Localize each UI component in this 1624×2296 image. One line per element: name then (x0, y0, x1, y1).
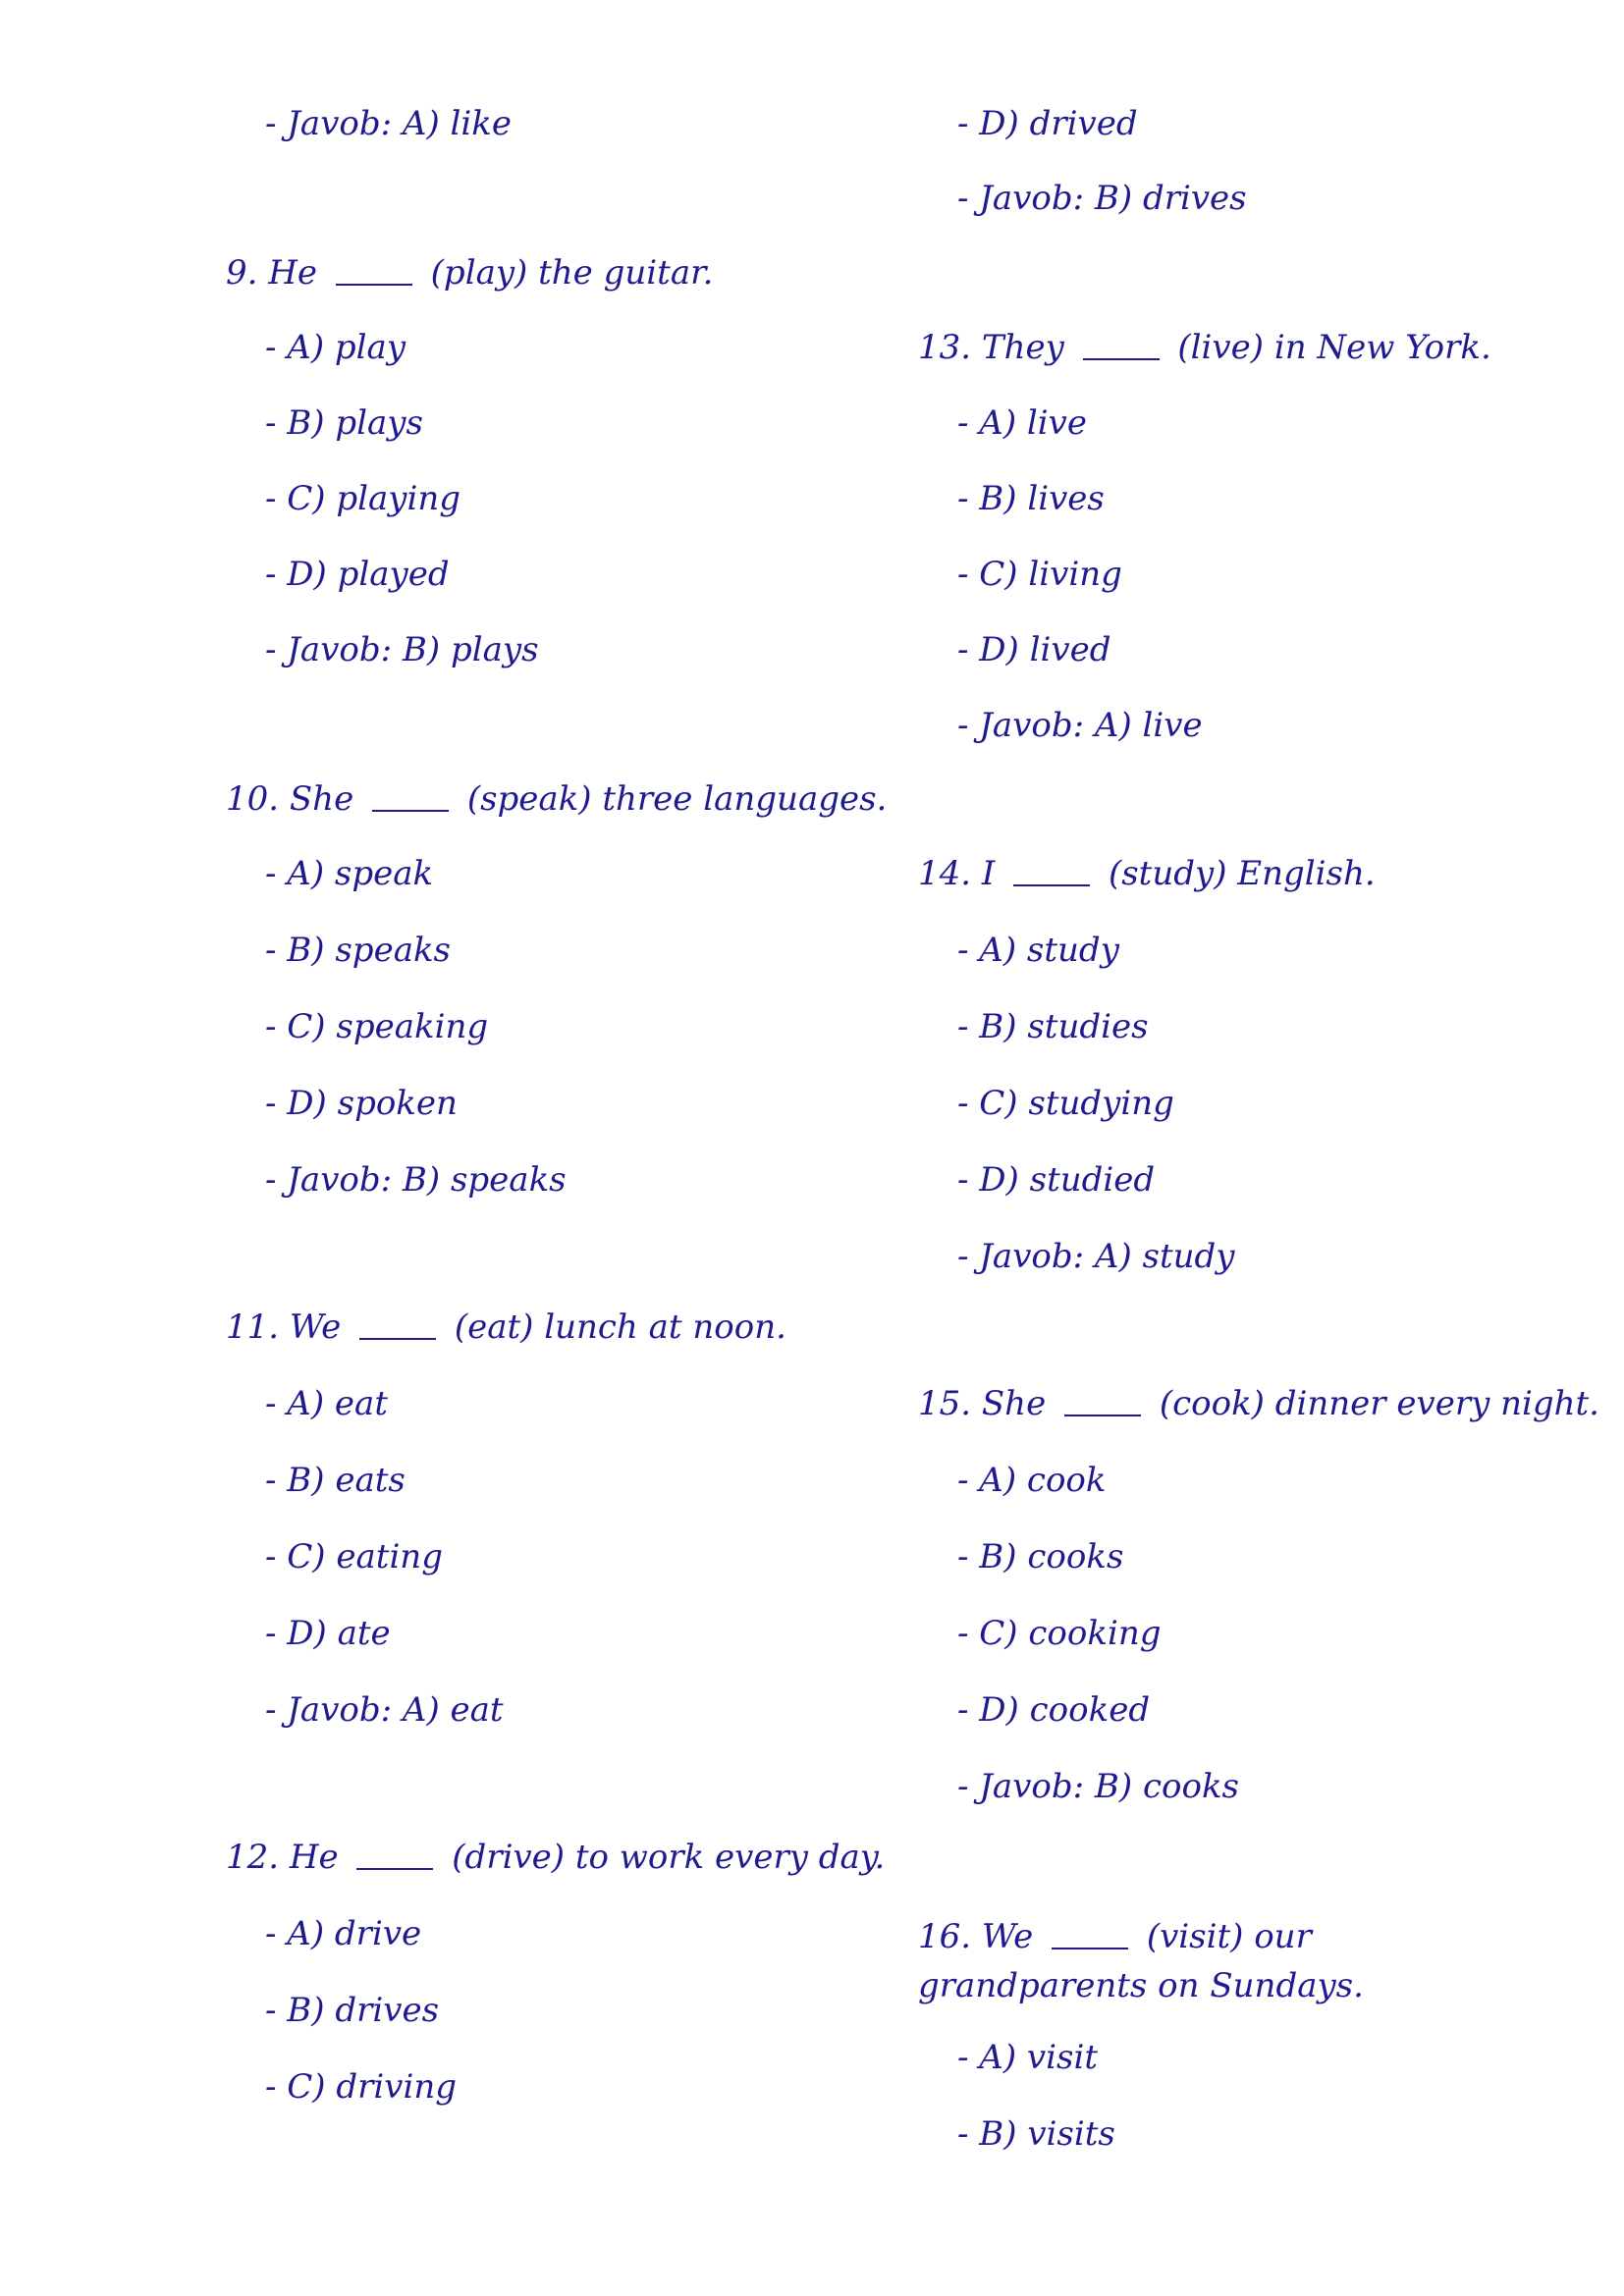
option-c: - C) speaking (265, 1007, 489, 1046)
option-b: - B) cooks (957, 1537, 1124, 1576)
option-c: - C) playing (265, 479, 461, 518)
answer-blank (356, 1868, 433, 1870)
question-15 (918, 1382, 1599, 1425)
option-b: - B) speaks (265, 931, 452, 970)
option-b: - B) visits (957, 2114, 1115, 2154)
option-d: - D) studied (957, 1160, 1156, 1200)
question-text: (speak) three languages. (466, 779, 888, 819)
question-number: 11. (226, 1308, 280, 1347)
answer-line: - Javob: A) like (265, 104, 512, 143)
option-d: - D) ate (265, 1614, 391, 1653)
question-number: 9. (226, 253, 258, 293)
option-b: - B) lives (957, 479, 1105, 518)
option-c: - C) living (957, 555, 1122, 594)
option-d: - D) played (265, 555, 450, 594)
question-text: (drive) to work every day. (452, 1838, 886, 1877)
option-a: - A) cook (957, 1461, 1107, 1500)
option-b: - B) eats (265, 1461, 406, 1500)
question-number: 16. (918, 1917, 972, 1956)
option-a: - A) study (957, 931, 1119, 970)
option-a: - A) speak (265, 854, 434, 893)
question-16 (918, 1912, 1468, 2010)
option-d: - D) spoken (265, 1084, 458, 1123)
answer-line: - Javob: B) plays (265, 630, 539, 669)
answer-blank (359, 1338, 436, 1340)
option-c: - C) cooking (957, 1614, 1162, 1653)
question-subject: He (268, 253, 318, 293)
answer-blank (336, 284, 412, 286)
answer-line: - Javob: B) speaks (265, 1160, 567, 1200)
answer-line: - Javob: A) live (957, 706, 1203, 745)
option-d: - D) drived (957, 104, 1138, 143)
question-subject: I (981, 854, 996, 893)
question-13 (918, 326, 1491, 369)
question-text: (visit) our grandparents on Sundays. (918, 1917, 1364, 2005)
question-text: (cook) dinner every night. (1159, 1384, 1599, 1423)
question-subject: He (289, 1838, 339, 1877)
question-number: 14. (918, 854, 972, 893)
option-c: - C) eating (265, 1537, 443, 1576)
option-b: - B) plays (265, 403, 423, 443)
question-subject: She (289, 779, 354, 819)
question-10 (226, 777, 887, 821)
option-a: - A) eat (265, 1384, 388, 1423)
answer-line: - Javob: A) eat (265, 1690, 504, 1730)
answer-line: - Javob: A) study (957, 1237, 1235, 1276)
answer-blank (1064, 1415, 1141, 1416)
question-text: (eat) lunch at noon. (454, 1308, 786, 1347)
answer-line: - Javob: B) cooks (957, 1767, 1239, 1806)
question-subject: She (981, 1384, 1047, 1423)
answer-line: - Javob: B) drives (957, 179, 1247, 218)
question-subject: We (289, 1308, 342, 1347)
question-number: 15. (918, 1384, 972, 1423)
answer-blank (1013, 884, 1090, 886)
question-subject: They (981, 328, 1064, 367)
question-number: 12. (226, 1838, 280, 1877)
question-number: 10. (226, 779, 280, 819)
question-text: (play) the guitar. (430, 253, 714, 293)
option-b: - B) drives (265, 1991, 440, 2030)
option-d: - D) cooked (957, 1690, 1151, 1730)
question-9 (226, 251, 713, 294)
answer-blank (1052, 1948, 1128, 1949)
answer-blank (1083, 358, 1160, 360)
option-a: - A) live (957, 403, 1087, 443)
option-c: - C) driving (265, 2067, 458, 2107)
question-11 (226, 1306, 786, 1349)
option-a: - A) play (265, 328, 406, 367)
question-number: 13. (918, 328, 972, 367)
question-text: (study) English. (1108, 854, 1376, 893)
option-d: - D) lived (957, 630, 1111, 669)
answer-blank (372, 810, 449, 812)
question-14 (918, 852, 1376, 895)
question-12 (226, 1836, 885, 1879)
question-subject: We (981, 1917, 1034, 1956)
option-a: - A) drive (265, 1914, 422, 1953)
option-a: - A) visit (957, 2038, 1098, 2077)
question-text: (live) in New York. (1177, 328, 1491, 367)
option-b: - B) studies (957, 1007, 1149, 1046)
option-c: - C) studying (957, 1084, 1174, 1123)
